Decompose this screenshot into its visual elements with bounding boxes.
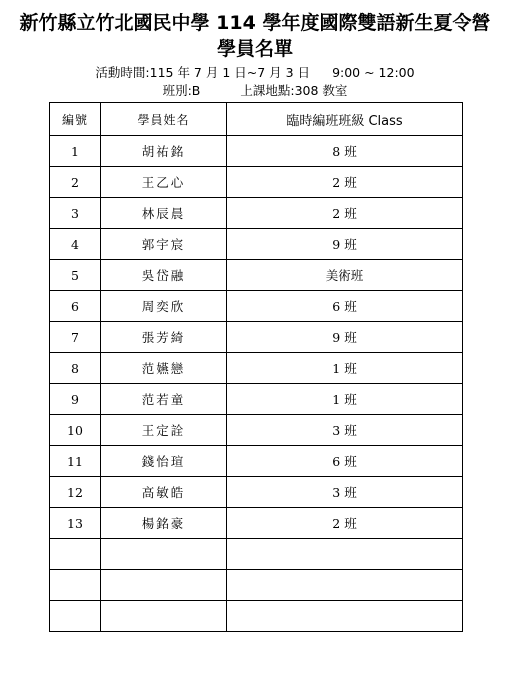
row-student-name: 胡祐銘	[101, 136, 227, 167]
row-student-name: 高敏皓	[101, 477, 227, 508]
row-number: 11	[50, 446, 101, 477]
row-student-name: 范若童	[101, 384, 227, 415]
row-number: 10	[50, 415, 101, 446]
class-label: 班別:B	[162, 83, 201, 98]
row-number: 13	[50, 508, 101, 539]
row-number: 7	[50, 322, 101, 353]
table-row	[50, 291, 463, 322]
row-student-name: 張芳綺	[101, 322, 227, 353]
header-number: 編號	[50, 103, 101, 136]
row-number: 5	[50, 260, 101, 291]
row-number: 8	[50, 353, 101, 384]
table-header-row	[50, 103, 463, 136]
row-class: 3 班	[227, 415, 463, 446]
empty-cell	[101, 570, 227, 601]
student-roster-table	[49, 102, 463, 632]
row-class: 美術班	[227, 260, 463, 291]
row-class: 9 班	[227, 229, 463, 260]
row-class: 9 班	[227, 322, 463, 353]
document-title: 新竹縣立竹北國民中學 114 學年度國際雙語新生夏令營	[19, 12, 491, 34]
table-row	[50, 136, 463, 167]
empty-cell	[50, 539, 101, 570]
header-student-name: 學員姓名	[101, 103, 227, 136]
header-class: 臨時編班班級 Class	[227, 103, 463, 136]
row-student-name: 王定詮	[101, 415, 227, 446]
row-class: 6 班	[227, 446, 463, 477]
row-number: 2	[50, 167, 101, 198]
schedule-date: 活動時間:115 年 7 月 1 日~7 月 3 日	[95, 65, 311, 80]
row-class: 2 班	[227, 508, 463, 539]
row-number: 12	[50, 477, 101, 508]
row-number: 6	[50, 291, 101, 322]
empty-cell	[227, 539, 463, 570]
table-row	[50, 260, 463, 291]
table-row	[50, 384, 463, 415]
row-class: 2 班	[227, 198, 463, 229]
table-row-empty	[50, 539, 463, 570]
empty-cell	[101, 539, 227, 570]
schedule-time: 9:00 ~ 12:00	[332, 65, 415, 80]
row-class: 3 班	[227, 477, 463, 508]
table-row	[50, 353, 463, 384]
row-class: 1 班	[227, 353, 463, 384]
row-class: 6 班	[227, 291, 463, 322]
row-class: 1 班	[227, 384, 463, 415]
table-row	[50, 167, 463, 198]
class-location-line	[0, 83, 510, 99]
empty-cell	[227, 570, 463, 601]
row-student-name: 吳岱融	[101, 260, 227, 291]
row-number: 3	[50, 198, 101, 229]
row-student-name: 林辰晨	[101, 198, 227, 229]
table-row	[50, 229, 463, 260]
table-row	[50, 198, 463, 229]
table-row-empty	[50, 570, 463, 601]
table-body	[50, 136, 463, 632]
row-number: 4	[50, 229, 101, 260]
table-row	[50, 415, 463, 446]
row-student-name: 楊銘豪	[101, 508, 227, 539]
document-subtitle: 學員名單	[216, 38, 293, 60]
empty-cell	[50, 570, 101, 601]
empty-cell	[227, 601, 463, 632]
row-student-name: 周奕欣	[101, 291, 227, 322]
row-student-name: 錢怡瑄	[101, 446, 227, 477]
row-number: 9	[50, 384, 101, 415]
table-row-empty	[50, 601, 463, 632]
schedule-line	[0, 65, 510, 81]
row-student-name: 王乙心	[101, 167, 227, 198]
empty-cell	[50, 601, 101, 632]
table-row	[50, 322, 463, 353]
row-student-name: 范嬿戀	[101, 353, 227, 384]
empty-cell	[101, 601, 227, 632]
table-row	[50, 477, 463, 508]
table-row	[50, 508, 463, 539]
row-student-name: 郭宇宸	[101, 229, 227, 260]
row-number: 1	[50, 136, 101, 167]
row-class: 2 班	[227, 167, 463, 198]
table-row	[50, 446, 463, 477]
location-label: 上課地點:308 教室	[240, 83, 348, 98]
row-class: 8 班	[227, 136, 463, 167]
